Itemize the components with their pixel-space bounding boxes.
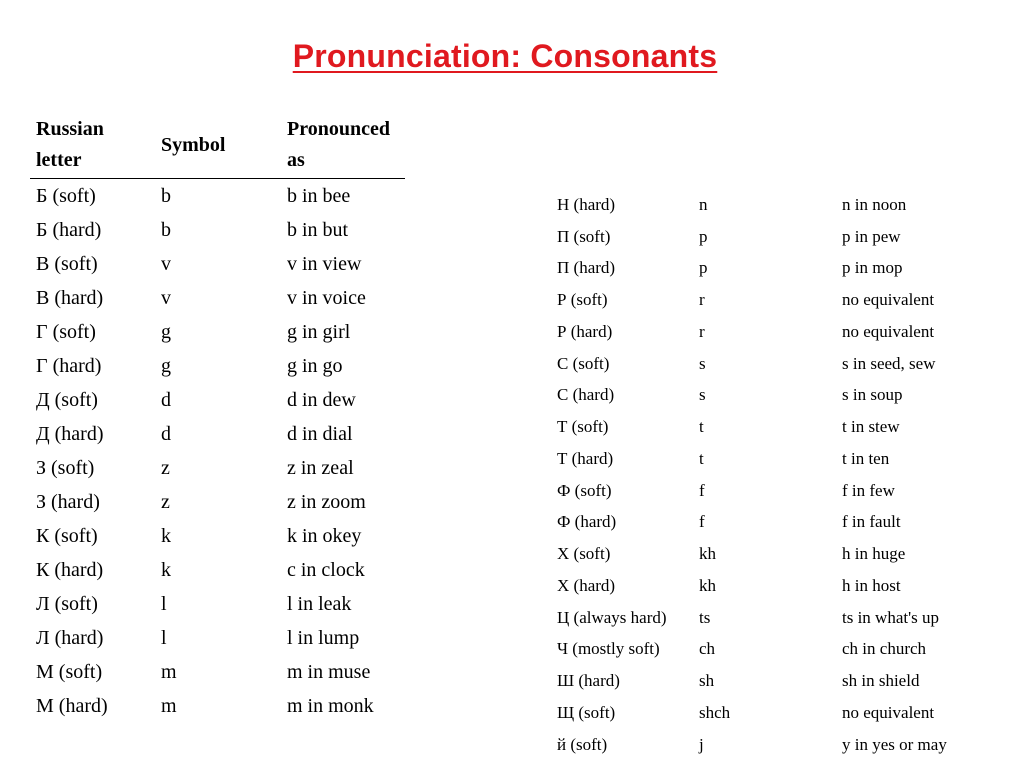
- symbol-cell: b: [161, 218, 171, 241]
- table-row: [552, 316, 987, 348]
- table-row: [30, 383, 405, 417]
- symbol-cell: l: [161, 626, 167, 649]
- symbol-cell: shch: [699, 702, 731, 722]
- letter-cell: Л (soft): [36, 592, 98, 615]
- symbol-cell: p: [699, 258, 708, 278]
- letter-cell: В (soft): [36, 252, 98, 275]
- table-row: [30, 213, 405, 247]
- page-title: Pronunciation: Consonants: [292, 38, 718, 74]
- table-row: [30, 553, 405, 587]
- table-header-row: [30, 112, 405, 179]
- table-row: [30, 587, 405, 621]
- table-row: [30, 247, 405, 281]
- pronounced-as-cell: d in dew: [287, 388, 356, 411]
- table-row: [552, 538, 987, 570]
- pronounced-as-cell: h in huge: [842, 544, 906, 564]
- pronounced-as-cell: c in clock: [287, 558, 365, 581]
- pronounced-as-cell: y in yes or may: [842, 734, 947, 754]
- symbol-cell: p: [699, 226, 708, 246]
- symbol-cell: z: [161, 456, 170, 479]
- table-row: [552, 253, 987, 285]
- table-row: [30, 621, 405, 655]
- letter-cell: й (soft): [557, 734, 608, 754]
- letter-cell: З (soft): [36, 456, 95, 479]
- header-pronounced-as: Pronounced as: [281, 112, 405, 179]
- table-row: [552, 475, 987, 507]
- pronounced-as-cell: sh in shield: [842, 671, 920, 691]
- letter-cell: К (soft): [36, 524, 98, 547]
- letter-cell: Щ (soft): [557, 702, 616, 722]
- letter-cell: Г (soft): [36, 320, 96, 343]
- table-row: [552, 697, 987, 729]
- symbol-cell: s: [699, 353, 706, 373]
- symbol-cell: r: [699, 290, 705, 310]
- symbol-cell: ts: [699, 607, 711, 627]
- letter-cell: М (soft): [36, 660, 103, 683]
- letter-cell: Б (soft): [36, 184, 96, 207]
- letter-cell: П (soft): [557, 226, 611, 246]
- symbol-cell: ch: [699, 639, 716, 659]
- symbol-cell: sh: [699, 671, 715, 691]
- symbol-cell: n: [699, 194, 708, 214]
- letter-cell: Ф (soft): [557, 480, 612, 500]
- consonants-table-right: [552, 189, 987, 761]
- letter-cell: Ф (hard): [557, 512, 617, 532]
- letter-cell: П (hard): [557, 258, 616, 278]
- symbol-cell: t: [699, 417, 704, 437]
- table-row: [30, 655, 405, 689]
- pronounced-as-cell: p in mop: [842, 258, 903, 278]
- table-row: [552, 348, 987, 380]
- symbol-cell: z: [161, 490, 170, 513]
- letter-cell: К (hard): [36, 558, 104, 581]
- letter-cell: Р (soft): [557, 290, 608, 310]
- table-row: [552, 665, 987, 697]
- pronounced-as-cell: s in soup: [842, 385, 903, 405]
- symbol-cell: j: [699, 734, 704, 754]
- pronounced-as-cell: no equivalent: [842, 290, 935, 310]
- symbol-cell: d: [161, 388, 171, 411]
- letter-cell: Д (hard): [36, 422, 104, 445]
- pronounced-as-cell: s in seed, sew: [842, 353, 936, 373]
- symbol-cell: kh: [699, 544, 716, 564]
- symbol-cell: r: [699, 321, 705, 341]
- pronounced-as-cell: t in stew: [842, 417, 900, 437]
- pronounced-as-cell: n in noon: [842, 194, 907, 214]
- table-row: [552, 189, 987, 221]
- pronounced-as-cell: f in few: [842, 480, 895, 500]
- pronounced-as-cell: z in zeal: [287, 456, 354, 479]
- pronounced-as-cell: p in pew: [842, 226, 901, 246]
- letter-cell: Л (hard): [36, 626, 104, 649]
- pronounced-as-cell: l in lump: [287, 626, 360, 649]
- table-row: [552, 602, 987, 634]
- symbol-cell: v: [161, 286, 171, 309]
- letter-cell: С (soft): [557, 353, 610, 373]
- table-row: [30, 519, 405, 553]
- pronounced-as-cell: t in ten: [842, 448, 890, 468]
- pronounced-as-cell: f in fault: [842, 512, 901, 532]
- symbol-cell: k: [161, 524, 171, 547]
- letter-cell: В (hard): [36, 286, 104, 309]
- symbol-cell: l: [161, 592, 167, 615]
- pronounced-as-cell: no equivalent: [842, 702, 935, 722]
- right-table-body: [552, 189, 987, 761]
- symbol-cell: g: [161, 320, 171, 343]
- letter-cell: Х (soft): [557, 544, 611, 564]
- table-row: [30, 451, 405, 485]
- letter-cell: Х (hard): [557, 575, 616, 595]
- letter-cell: Ш (hard): [557, 671, 620, 691]
- symbol-cell: s: [699, 385, 706, 405]
- letter-cell: Н (hard): [557, 194, 616, 214]
- table-row: [552, 411, 987, 443]
- symbol-cell: f: [699, 512, 705, 532]
- pronounced-as-cell: m in monk: [287, 694, 374, 717]
- pronounced-as-cell: no equivalent: [842, 321, 935, 341]
- table-row: [30, 179, 405, 214]
- letter-cell: С (hard): [557, 385, 615, 405]
- symbol-cell: v: [161, 252, 171, 275]
- pronounced-as-cell: ch in church: [842, 639, 927, 659]
- table-row: [552, 284, 987, 316]
- table-row: [552, 380, 987, 412]
- symbol-cell: k: [161, 558, 171, 581]
- symbol-cell: t: [699, 448, 704, 468]
- table-row: [30, 485, 405, 519]
- pronounced-as-cell: v in voice: [287, 286, 366, 309]
- letter-cell: З (hard): [36, 490, 100, 513]
- letter-cell: Ч (mostly soft): [557, 639, 660, 659]
- letter-cell: Д (soft): [36, 388, 98, 411]
- header-russian-letter: Russian letter: [30, 112, 155, 179]
- pronounced-as-cell: h in host: [842, 575, 901, 595]
- table-row: [30, 689, 405, 723]
- letter-cell: Р (hard): [557, 321, 613, 341]
- table-row: [30, 281, 405, 315]
- symbol-cell: d: [161, 422, 171, 445]
- table-row: [552, 507, 987, 539]
- pronounced-as-cell: v in view: [287, 252, 362, 275]
- table-row: [30, 315, 405, 349]
- letter-cell: Б (hard): [36, 218, 102, 241]
- pronounced-as-cell: b in bee: [287, 184, 351, 207]
- left-table-body: [30, 179, 405, 724]
- symbol-cell: m: [161, 694, 177, 717]
- pronounced-as-cell: g in go: [287, 354, 343, 377]
- pronounced-as-cell: m in muse: [287, 660, 371, 683]
- letter-cell: Г (hard): [36, 354, 102, 377]
- letter-cell: Ц (always hard): [557, 607, 667, 627]
- table-row: [30, 349, 405, 383]
- pronounced-as-cell: l in leak: [287, 592, 352, 615]
- table-row: [552, 634, 987, 666]
- header-symbol: Symbol: [155, 112, 281, 179]
- pronounced-as-cell: b in but: [287, 218, 349, 241]
- symbol-cell: g: [161, 354, 171, 377]
- table-row: [552, 729, 987, 761]
- consonants-table-left: [30, 112, 405, 723]
- pronounced-as-cell: g in girl: [287, 320, 351, 343]
- table-row: [552, 221, 987, 253]
- symbol-cell: f: [699, 480, 705, 500]
- symbol-cell: kh: [699, 575, 716, 595]
- letter-cell: Т (soft): [557, 417, 609, 437]
- symbol-cell: m: [161, 660, 177, 683]
- letter-cell: Т (hard): [557, 448, 614, 468]
- table-row: [552, 443, 987, 475]
- table-row: [552, 570, 987, 602]
- pronounced-as-cell: d in dial: [287, 422, 353, 445]
- pronounced-as-cell: ts in what's up: [842, 607, 940, 627]
- pronounced-as-cell: k in okey: [287, 524, 362, 547]
- pronounced-as-cell: z in zoom: [287, 490, 366, 513]
- table-row: [30, 417, 405, 451]
- letter-cell: М (hard): [36, 694, 108, 717]
- symbol-cell: b: [161, 184, 171, 207]
